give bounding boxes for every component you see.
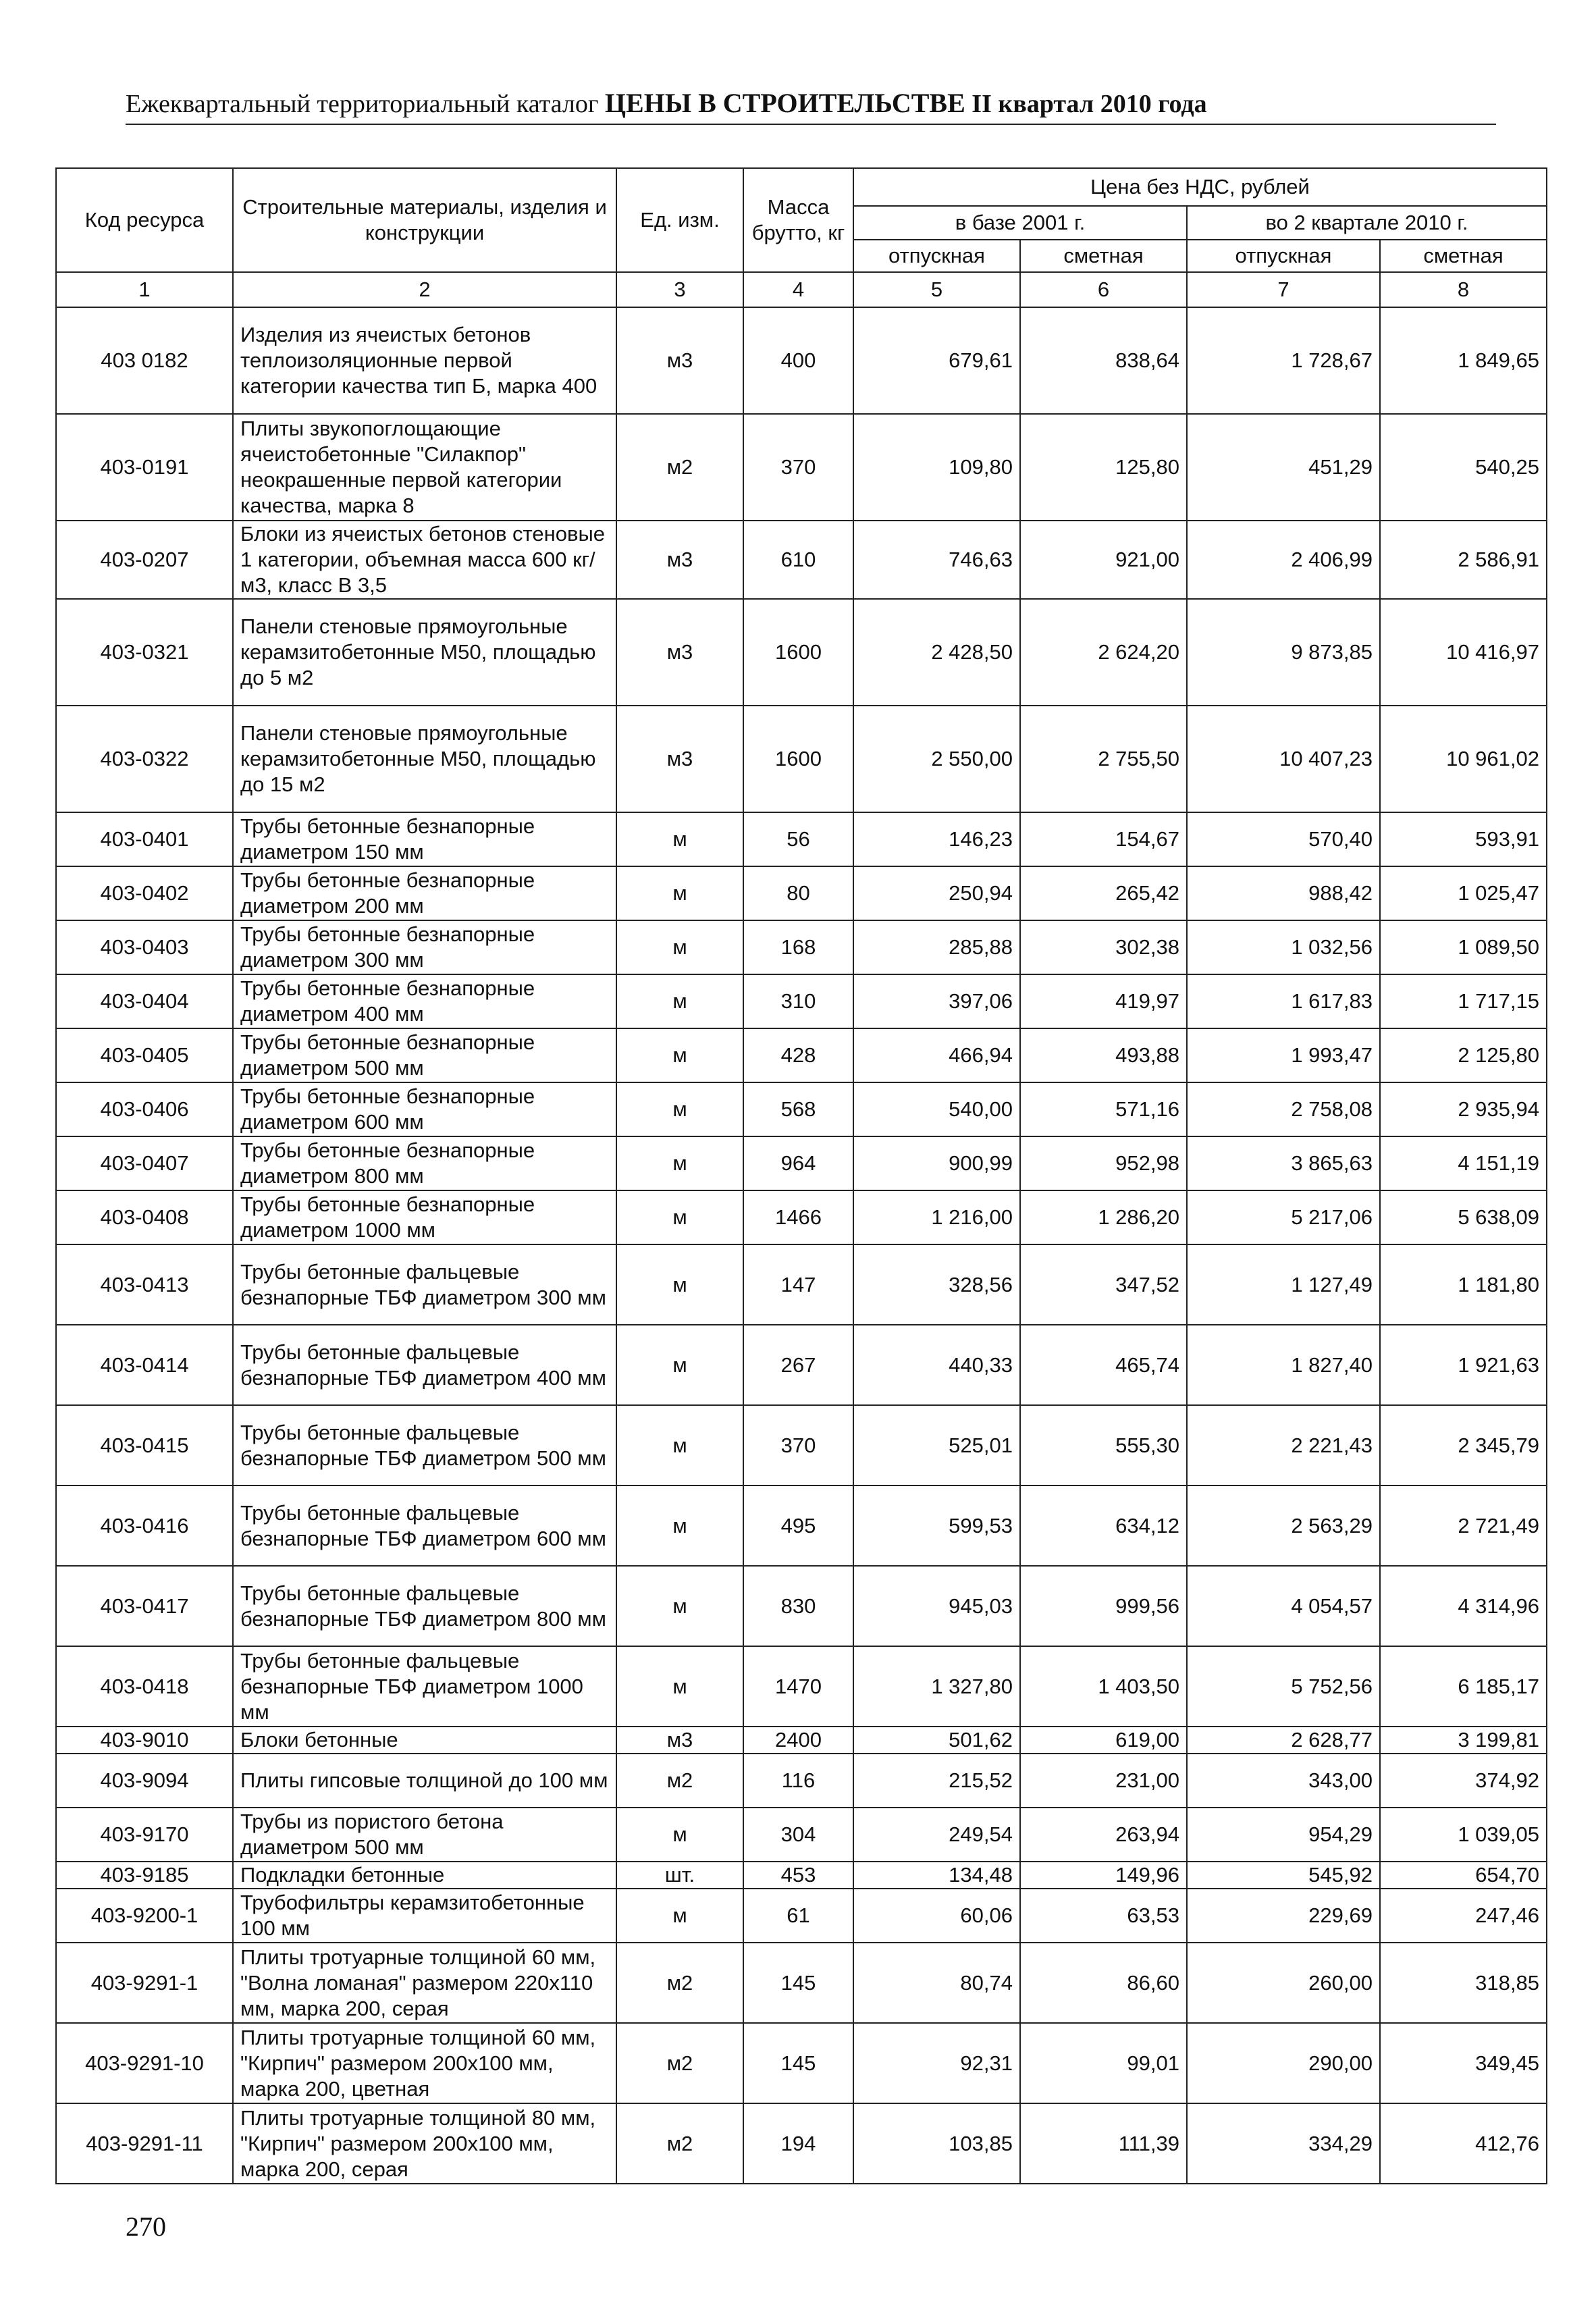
price-base-estimate: 838,64 <box>1020 307 1187 414</box>
price-current-release: 2 221,43 <box>1187 1405 1380 1485</box>
header-name: Строительные материалы, изделия и конструкции <box>233 168 616 272</box>
price-current-release: 4 054,57 <box>1187 1566 1380 1646</box>
material-name: Трубы бетонные безнапорные диаметром 1000 мм <box>233 1190 616 1244</box>
price-base-release: 540,00 <box>853 1082 1020 1136</box>
unit-of-measure: м <box>616 1136 743 1190</box>
price-catalog-table <box>55 167 1547 2184</box>
price-current-estimate: 4 314,96 <box>1380 1566 1547 1646</box>
column-number: 4 <box>743 272 853 307</box>
unit-of-measure: м3 <box>616 706 743 812</box>
gross-mass: 453 <box>743 1862 853 1889</box>
table-row <box>56 2103 1547 2184</box>
price-base-release: 215,52 <box>853 1754 1020 1808</box>
resource-code: 403-9291-11 <box>56 2103 233 2184</box>
header-current-release: отпускная <box>1187 240 1380 272</box>
column-number: 6 <box>1020 272 1187 307</box>
price-current-release: 1 127,49 <box>1187 1244 1380 1325</box>
table-row <box>56 1862 1547 1889</box>
header-current-estimate: сметная <box>1380 240 1547 272</box>
material-name: Трубы бетонные фальцевые безнапорные ТБФ диаметром 500 мм <box>233 1405 616 1485</box>
table-row <box>56 1566 1547 1646</box>
table-row <box>56 706 1547 812</box>
material-name: Панели стеновые прямоугольные керамзитобетонные М50, площадью до 5 м2 <box>233 599 616 706</box>
unit-of-measure: м2 <box>616 1943 743 2023</box>
price-base-estimate: 149,96 <box>1020 1862 1187 1889</box>
table-row <box>56 1646 1547 1727</box>
material-name: Трубы бетонные безнапорные диаметром 800 мм <box>233 1136 616 1190</box>
header-mass: Масса брутто, кг <box>743 168 853 272</box>
price-base-release: 134,48 <box>853 1862 1020 1889</box>
column-number: 3 <box>616 272 743 307</box>
gross-mass: 1466 <box>743 1190 853 1244</box>
price-base-estimate: 99,01 <box>1020 2023 1187 2103</box>
table-row <box>56 521 1547 599</box>
material-name: Плиты тротуарные толщиной 80 мм, "Кирпич" размером 200х100 мм, марка 200, серая <box>233 2103 616 2184</box>
price-current-estimate: 540,25 <box>1380 414 1547 521</box>
price-current-release: 1 032,56 <box>1187 920 1380 974</box>
gross-mass: 428 <box>743 1028 853 1082</box>
resource-code: 403-0321 <box>56 599 233 706</box>
price-base-release: 249,54 <box>853 1808 1020 1862</box>
gross-mass: 194 <box>743 2103 853 2184</box>
table-row <box>56 2023 1547 2103</box>
price-base-release: 250,94 <box>853 866 1020 920</box>
header-unit: Ед. изм. <box>616 168 743 272</box>
header-price-group: Цена без НДС, рублей <box>853 168 1547 206</box>
price-base-estimate: 265,42 <box>1020 866 1187 920</box>
price-base-estimate: 125,80 <box>1020 414 1187 521</box>
table-row <box>56 1190 1547 1244</box>
price-base-estimate: 2 624,20 <box>1020 599 1187 706</box>
price-base-estimate: 63,53 <box>1020 1889 1187 1943</box>
price-base-estimate: 999,56 <box>1020 1566 1187 1646</box>
table-row <box>56 414 1547 521</box>
price-base-estimate: 86,60 <box>1020 1943 1187 2023</box>
material-name: Подкладки бетонные <box>233 1862 616 1889</box>
unit-of-measure: м <box>616 1566 743 1646</box>
material-name: Трубы бетонные фальцевые безнапорные ТБФ диаметром 800 мм <box>233 1566 616 1646</box>
material-name: Трубы бетонные фальцевые безнапорные ТБФ диаметром 1000 мм <box>233 1646 616 1727</box>
price-current-estimate: 412,76 <box>1380 2103 1547 2184</box>
price-base-release: 80,74 <box>853 1943 1020 2023</box>
gross-mass: 56 <box>743 812 853 866</box>
price-current-estimate: 10 416,97 <box>1380 599 1547 706</box>
gross-mass: 145 <box>743 1943 853 2023</box>
price-current-release: 988,42 <box>1187 866 1380 920</box>
resource-code: 403-9010 <box>56 1727 233 1754</box>
material-name: Плиты тротуарные толщиной 60 мм, "Кирпич" размером 200х100 мм, марка 200, цветная <box>233 2023 616 2103</box>
unit-of-measure: шт. <box>616 1862 743 1889</box>
unit-of-measure: м <box>616 866 743 920</box>
material-name: Плиты тротуарные толщиной 60 мм, "Волна ломаная" размером 220х110 мм, марка 200, серая <box>233 1943 616 2023</box>
header-base-release: отпускная <box>853 240 1020 272</box>
gross-mass: 145 <box>743 2023 853 2103</box>
price-base-estimate: 231,00 <box>1020 1754 1187 1808</box>
price-current-estimate: 1 039,05 <box>1380 1808 1547 1862</box>
price-current-release: 5 217,06 <box>1187 1190 1380 1244</box>
resource-code: 403-0415 <box>56 1405 233 1485</box>
gross-mass: 2400 <box>743 1727 853 1754</box>
gross-mass: 1470 <box>743 1646 853 1727</box>
price-base-estimate: 571,16 <box>1020 1082 1187 1136</box>
price-base-release: 92,31 <box>853 2023 1020 2103</box>
price-base-estimate: 1 286,20 <box>1020 1190 1187 1244</box>
gross-mass: 147 <box>743 1244 853 1325</box>
resource-code: 403-9185 <box>56 1862 233 1889</box>
unit-of-measure: м2 <box>616 1754 743 1808</box>
price-base-release: 2 550,00 <box>853 706 1020 812</box>
price-base-estimate: 111,39 <box>1020 2103 1187 2184</box>
price-base-release: 945,03 <box>853 1566 1020 1646</box>
price-current-release: 334,29 <box>1187 2103 1380 2184</box>
column-number: 2 <box>233 272 616 307</box>
price-current-release: 5 752,56 <box>1187 1646 1380 1727</box>
table-row <box>56 1889 1547 1943</box>
resource-code: 403 0182 <box>56 307 233 414</box>
material-name: Панели стеновые прямоугольные керамзитобетонные М50, площадью до 15 м2 <box>233 706 616 812</box>
resource-code: 403-9291-10 <box>56 2023 233 2103</box>
resource-code: 403-9200-1 <box>56 1889 233 1943</box>
table-row <box>56 1808 1547 1862</box>
gross-mass: 964 <box>743 1136 853 1190</box>
price-base-release: 900,99 <box>853 1136 1020 1190</box>
table-row <box>56 1405 1547 1485</box>
table-row <box>56 1485 1547 1566</box>
unit-of-measure: м2 <box>616 414 743 521</box>
material-name: Трубы бетонные фальцевые безнапорные ТБФ диаметром 600 мм <box>233 1485 616 1566</box>
price-current-estimate: 349,45 <box>1380 2023 1547 2103</box>
unit-of-measure: м <box>616 1405 743 1485</box>
unit-of-measure: м <box>616 1889 743 1943</box>
price-base-estimate: 465,74 <box>1020 1325 1187 1405</box>
price-current-estimate: 3 199,81 <box>1380 1727 1547 1754</box>
price-base-release: 1 216,00 <box>853 1190 1020 1244</box>
material-name: Трубы бетонные фальцевые безнапорные ТБФ диаметром 300 мм <box>233 1244 616 1325</box>
table-row <box>56 1727 1547 1754</box>
price-current-estimate: 2 586,91 <box>1380 521 1547 599</box>
resource-code: 403-0406 <box>56 1082 233 1136</box>
price-base-release: 146,23 <box>853 812 1020 866</box>
price-base-release: 679,61 <box>853 307 1020 414</box>
price-current-release: 2 406,99 <box>1187 521 1380 599</box>
price-current-estimate: 1 181,80 <box>1380 1244 1547 1325</box>
price-current-release: 1 617,83 <box>1187 974 1380 1028</box>
price-current-estimate: 2 935,94 <box>1380 1082 1547 1136</box>
unit-of-measure: м <box>616 1646 743 1727</box>
table-row <box>56 920 1547 974</box>
resource-code: 403-0416 <box>56 1485 233 1566</box>
gross-mass: 1600 <box>743 706 853 812</box>
material-name: Трубы бетонные безнапорные диаметром 200 мм <box>233 866 616 920</box>
gross-mass: 610 <box>743 521 853 599</box>
unit-of-measure: м <box>616 1485 743 1566</box>
material-name: Трубы бетонные фальцевые безнапорные ТБФ диаметром 400 мм <box>233 1325 616 1405</box>
resource-code: 403-0408 <box>56 1190 233 1244</box>
resource-code: 403-0407 <box>56 1136 233 1190</box>
price-base-estimate: 555,30 <box>1020 1405 1187 1485</box>
price-base-release: 60,06 <box>853 1889 1020 1943</box>
price-current-release: 9 873,85 <box>1187 599 1380 706</box>
price-current-estimate: 5 638,09 <box>1380 1190 1547 1244</box>
unit-of-measure: м3 <box>616 599 743 706</box>
price-base-release: 1 327,80 <box>853 1646 1020 1727</box>
gross-mass: 830 <box>743 1566 853 1646</box>
resource-code: 403-0418 <box>56 1646 233 1727</box>
price-base-release: 2 428,50 <box>853 599 1020 706</box>
material-name: Трубы бетонные безнапорные диаметром 500 мм <box>233 1028 616 1082</box>
header-base-estimate: сметная <box>1020 240 1187 272</box>
gross-mass: 568 <box>743 1082 853 1136</box>
price-base-estimate: 2 755,50 <box>1020 706 1187 812</box>
gross-mass: 1600 <box>743 599 853 706</box>
column-number: 1 <box>56 272 233 307</box>
unit-of-measure: м <box>616 1244 743 1325</box>
price-current-release: 570,40 <box>1187 812 1380 866</box>
resource-code: 403-9094 <box>56 1754 233 1808</box>
material-name: Трубы из пористого бетона диаметром 500 мм <box>233 1808 616 1862</box>
table-row <box>56 599 1547 706</box>
price-current-release: 10 407,23 <box>1187 706 1380 812</box>
resource-code: 403-0414 <box>56 1325 233 1405</box>
price-base-estimate: 634,12 <box>1020 1485 1187 1566</box>
header-base-2001: в базе 2001 г. <box>853 206 1187 240</box>
table-row <box>56 1028 1547 1082</box>
header-title: ЦЕНЫ В СТРОИТЕЛЬСТВЕ <box>604 88 965 118</box>
price-base-estimate: 347,52 <box>1020 1244 1187 1325</box>
resource-code: 403-0405 <box>56 1028 233 1082</box>
price-current-release: 1 993,47 <box>1187 1028 1380 1082</box>
header-current-2010: во 2 квартале 2010 г. <box>1187 206 1547 240</box>
material-name: Блоки бетонные <box>233 1727 616 1754</box>
material-name: Трубы бетонные безнапорные диаметром 300 мм <box>233 920 616 974</box>
price-current-release: 545,92 <box>1187 1862 1380 1889</box>
column-number: 8 <box>1380 272 1547 307</box>
resource-code: 403-0402 <box>56 866 233 920</box>
price-base-release: 501,62 <box>853 1727 1020 1754</box>
page-header <box>126 86 1496 125</box>
table-row <box>56 812 1547 866</box>
price-base-estimate: 263,94 <box>1020 1808 1187 1862</box>
price-base-release: 746,63 <box>853 521 1020 599</box>
resource-code: 403-9170 <box>56 1808 233 1862</box>
table-row <box>56 1325 1547 1405</box>
unit-of-measure: м3 <box>616 1727 743 1754</box>
column-number: 7 <box>1187 272 1380 307</box>
table-row <box>56 1244 1547 1325</box>
unit-of-measure: м3 <box>616 521 743 599</box>
column-number: 5 <box>853 272 1020 307</box>
unit-of-measure: м3 <box>616 307 743 414</box>
resource-code: 403-0413 <box>56 1244 233 1325</box>
header-prefix: Ежеквартальный территориальный каталог <box>126 90 599 118</box>
gross-mass: 61 <box>743 1889 853 1943</box>
unit-of-measure: м <box>616 1082 743 1136</box>
price-current-release: 343,00 <box>1187 1754 1380 1808</box>
gross-mass: 310 <box>743 974 853 1028</box>
price-current-estimate: 1 717,15 <box>1380 974 1547 1028</box>
price-base-estimate: 619,00 <box>1020 1727 1187 1754</box>
gross-mass: 304 <box>743 1808 853 1862</box>
resource-code: 403-0322 <box>56 706 233 812</box>
table-row <box>56 307 1547 414</box>
unit-of-measure: м2 <box>616 2103 743 2184</box>
price-current-estimate: 2 125,80 <box>1380 1028 1547 1082</box>
price-current-release: 229,69 <box>1187 1889 1380 1943</box>
price-base-release: 466,94 <box>853 1028 1020 1082</box>
resource-code: 403-0403 <box>56 920 233 974</box>
price-base-release: 599,53 <box>853 1485 1020 1566</box>
resource-code: 403-0401 <box>56 812 233 866</box>
price-current-release: 954,29 <box>1187 1808 1380 1862</box>
resource-code: 403-0207 <box>56 521 233 599</box>
gross-mass: 116 <box>743 1754 853 1808</box>
table-row <box>56 1082 1547 1136</box>
price-base-release: 397,06 <box>853 974 1020 1028</box>
material-name: Трубофильтры керамзитобетонные 100 мм <box>233 1889 616 1943</box>
price-current-estimate: 1 089,50 <box>1380 920 1547 974</box>
material-name: Трубы бетонные безнапорные диаметром 400 мм <box>233 974 616 1028</box>
header-period: II квартал 2010 года <box>972 90 1207 118</box>
price-current-release: 451,29 <box>1187 414 1380 521</box>
gross-mass: 400 <box>743 307 853 414</box>
material-name: Трубы бетонные безнапорные диаметром 150 мм <box>233 812 616 866</box>
price-base-release: 285,88 <box>853 920 1020 974</box>
unit-of-measure: м2 <box>616 2023 743 2103</box>
unit-of-measure: м <box>616 1190 743 1244</box>
header-code: Код ресурса <box>56 168 233 272</box>
gross-mass: 370 <box>743 1405 853 1485</box>
resource-code: 403-0404 <box>56 974 233 1028</box>
price-base-release: 328,56 <box>853 1244 1020 1325</box>
price-current-release: 290,00 <box>1187 2023 1380 2103</box>
gross-mass: 495 <box>743 1485 853 1566</box>
price-base-estimate: 302,38 <box>1020 920 1187 974</box>
price-base-estimate: 419,97 <box>1020 974 1187 1028</box>
price-current-release: 1 827,40 <box>1187 1325 1380 1405</box>
price-current-release: 2 628,77 <box>1187 1727 1380 1754</box>
price-current-estimate: 1 025,47 <box>1380 866 1547 920</box>
gross-mass: 370 <box>743 414 853 521</box>
price-current-estimate: 247,46 <box>1380 1889 1547 1943</box>
price-current-estimate: 318,85 <box>1380 1943 1547 2023</box>
material-name: Трубы бетонные безнапорные диаметром 600 мм <box>233 1082 616 1136</box>
material-name: Плиты звукопоглощающие ячеистобетонные "Силакпор" неокрашенные первой категории качества, марка 8 <box>233 414 616 521</box>
price-current-release: 1 728,67 <box>1187 307 1380 414</box>
resource-code: 403-9291-1 <box>56 1943 233 2023</box>
price-current-estimate: 1 921,63 <box>1380 1325 1547 1405</box>
price-current-estimate: 2 345,79 <box>1380 1405 1547 1485</box>
price-current-estimate: 1 849,65 <box>1380 307 1547 414</box>
material-name: Блоки из ячеистых бетонов стеновые 1 категории, объемная масса 600 кг/м3, класс В 3,5 <box>233 521 616 599</box>
price-current-release: 2 563,29 <box>1187 1485 1380 1566</box>
page-number: 270 <box>126 2211 166 2242</box>
price-current-release: 3 865,63 <box>1187 1136 1380 1190</box>
table-row <box>56 1136 1547 1190</box>
table-row <box>56 974 1547 1028</box>
gross-mass: 267 <box>743 1325 853 1405</box>
table-row <box>56 1943 1547 2023</box>
price-base-release: 440,33 <box>853 1325 1020 1405</box>
material-name: Плиты гипсовые толщиной до 100 мм <box>233 1754 616 1808</box>
price-current-estimate: 374,92 <box>1380 1754 1547 1808</box>
resource-code: 403-0191 <box>56 414 233 521</box>
price-current-release: 260,00 <box>1187 1943 1380 2023</box>
price-base-estimate: 921,00 <box>1020 521 1187 599</box>
gross-mass: 80 <box>743 866 853 920</box>
unit-of-measure: м <box>616 974 743 1028</box>
price-current-release: 2 758,08 <box>1187 1082 1380 1136</box>
price-current-estimate: 4 151,19 <box>1380 1136 1547 1190</box>
resource-code: 403-0417 <box>56 1566 233 1646</box>
price-base-release: 109,80 <box>853 414 1020 521</box>
price-base-release: 103,85 <box>853 2103 1020 2184</box>
price-current-estimate: 593,91 <box>1380 812 1547 866</box>
price-current-estimate: 654,70 <box>1380 1862 1547 1889</box>
price-base-estimate: 493,88 <box>1020 1028 1187 1082</box>
unit-of-measure: м <box>616 1325 743 1405</box>
unit-of-measure: м <box>616 812 743 866</box>
unit-of-measure: м <box>616 1808 743 1862</box>
price-base-release: 525,01 <box>853 1405 1020 1485</box>
price-base-estimate: 952,98 <box>1020 1136 1187 1190</box>
table-row <box>56 866 1547 920</box>
price-current-estimate: 2 721,49 <box>1380 1485 1547 1566</box>
table-row <box>56 1754 1547 1808</box>
price-base-estimate: 154,67 <box>1020 812 1187 866</box>
material-name: Изделия из ячеистых бетонов теплоизоляционные первой категории качества тип Б, марка 400 <box>233 307 616 414</box>
price-base-estimate: 1 403,50 <box>1020 1646 1187 1727</box>
gross-mass: 168 <box>743 920 853 974</box>
price-current-estimate: 6 185,17 <box>1380 1646 1547 1727</box>
price-current-estimate: 10 961,02 <box>1380 706 1547 812</box>
unit-of-measure: м <box>616 920 743 974</box>
unit-of-measure: м <box>616 1028 743 1082</box>
